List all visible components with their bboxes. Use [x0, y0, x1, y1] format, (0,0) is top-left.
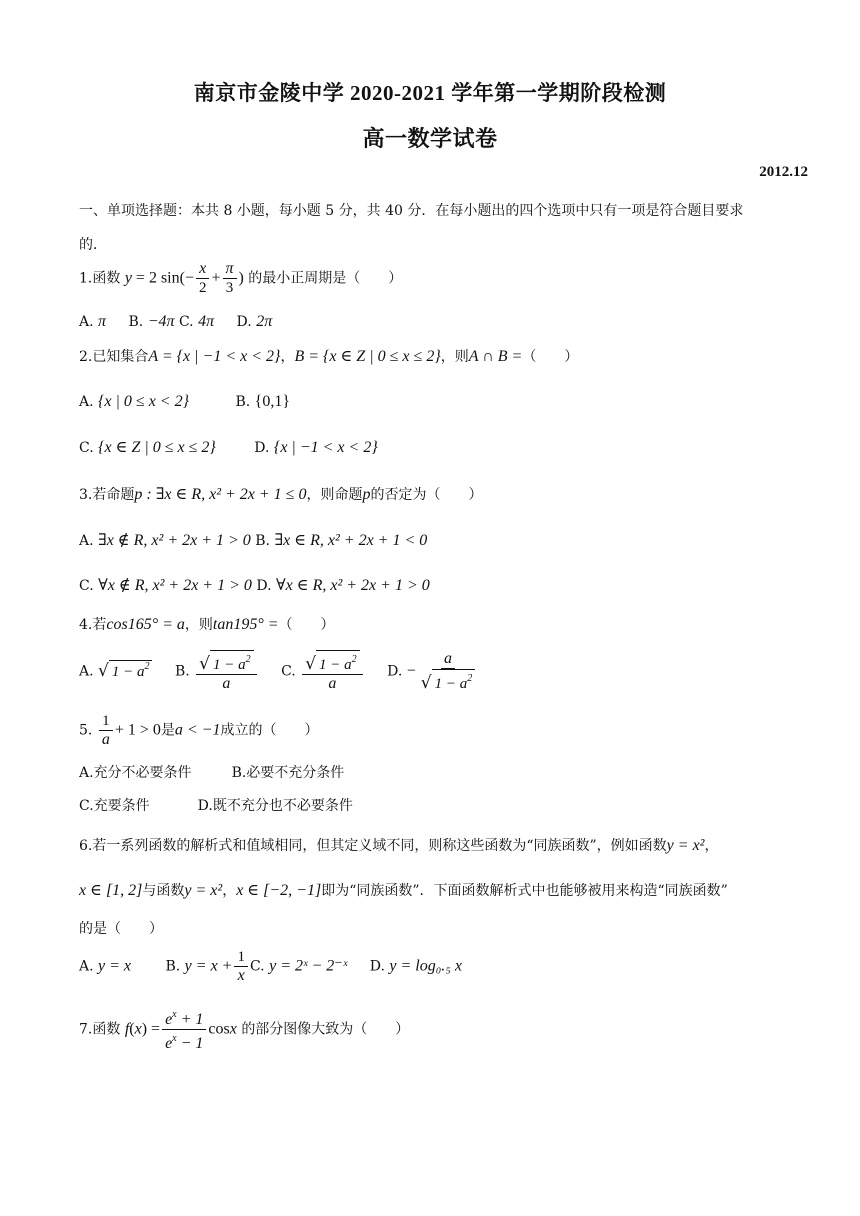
q2-opt-d-value: {x | −1 < x < 2}	[273, 439, 378, 456]
q5-mid: 是	[160, 722, 175, 739]
q2-opt-d-label: D.	[254, 440, 270, 456]
q2-options-cd	[79, 437, 378, 457]
q3-opt-d-label: D.	[256, 578, 272, 594]
q5-options-ab	[79, 762, 344, 782]
q7-frac: $\frac{e^x + 1}{e^x - 1}$	[162, 1006, 206, 1053]
q1-opt-c-label: C.	[178, 314, 194, 330]
q4-opt-d-value: $\frac{a}{√ 1 - a^2}$	[418, 650, 478, 693]
q6-l1-end: ，	[704, 838, 719, 854]
q4-opt-d-minus: −	[406, 662, 416, 680]
exam-date: 2012.12	[759, 164, 808, 180]
q5-options-cd	[79, 795, 353, 815]
q3-opt-d-value: ∀x ∈ R, x² + 2x + 1 > 0	[275, 577, 430, 594]
q5-opt-a: A.充分不必要条件	[79, 765, 192, 781]
q6-opt-d-label: D.	[369, 958, 385, 975]
q2-prefix: 2.已知集合	[79, 349, 149, 365]
question-7: 7.函数 f(x) = $\frac{e^x + 1}{e^x - 1}$ cosx 的部分图像大致为（ ）	[79, 1006, 409, 1053]
q2-opt-b-label: B.	[235, 394, 251, 410]
q6-opt-a-label: A.	[79, 958, 94, 975]
q2-set-b: B = {x ∈ Z | 0 ≤ x ≤ 2}	[294, 348, 441, 365]
q4-opt-a-label: A.	[79, 663, 94, 680]
q2-expr: A ∩ B =	[468, 348, 523, 365]
q6-options	[79, 948, 462, 985]
q4-opt-c-label: C.	[281, 663, 296, 680]
q4-cond: cos165° = a	[106, 616, 185, 633]
q5-opt-b: B.必要不充分条件	[231, 765, 345, 781]
q4-expr: tan195° =	[212, 616, 279, 633]
question-5	[79, 712, 318, 749]
q2-mid: ，则	[440, 349, 469, 365]
q1-opt-b-value: −4π	[147, 313, 175, 330]
q3-opt-b-value: ∃x ∈ R, x² + 2x + 1 < 0	[274, 532, 428, 549]
question-3	[79, 484, 482, 504]
q6-opt-a-value: y = x	[98, 957, 132, 975]
q7-suffix: 的部分图像大致为（ ）	[241, 1021, 410, 1038]
q2-set-a: A = {x | −1 < x < 2}	[148, 348, 281, 365]
q1-frac-pi3: $\frac{\pi}{3}$	[223, 260, 237, 297]
q6-expr2: y = x²	[184, 882, 223, 899]
q4-opt-b-label: B.	[174, 663, 190, 680]
q5-ineq: + 1 > 0	[114, 721, 161, 739]
q3-options-cd	[79, 575, 430, 595]
q6-expr1: x ∈ [1, 2]	[79, 882, 143, 899]
q7-fx: f	[124, 1020, 130, 1038]
q6-expr-l1: y = x²	[666, 837, 705, 854]
q3-prop: p : ∃x ∈ R, x² + 2x + 1 ≤ 0	[134, 486, 307, 503]
q3-opt-c-label: C.	[79, 578, 94, 594]
q4-opt-d-label: D.	[387, 663, 403, 680]
section-heading-line1: 一、单项选择题：本共 8 小题，每小题 5 分，共 40 分．在每小题出的四个选项中只有一项是符合题目要求	[79, 203, 744, 219]
question-6-line1	[79, 835, 718, 855]
q5-frac-1a: $\frac{1}{a}$	[99, 712, 113, 749]
q4-options	[79, 650, 480, 693]
q6-l2-mid: 与函数	[142, 883, 185, 899]
q6-opt-c-value: y = 2ˣ − 2⁻ˣ	[269, 957, 348, 975]
q4-suffix: （ ）	[278, 617, 335, 633]
q3-opt-a-label: A.	[79, 533, 94, 549]
q5-opt-d: D.既不充分也不必要条件	[197, 798, 353, 814]
q6-opt-d-value: y = log₀.₅ x	[389, 957, 462, 975]
q6-opt-c-label: C.	[249, 958, 265, 975]
q3-opt-c-value: ∀x ∉ R, x² + 2x + 1 > 0	[98, 577, 252, 594]
q7-cos: cos	[208, 1020, 230, 1038]
q6-text-l1: 6.若一系列函数的解析式和值域相同，但其定义域不同，则称这些函数为“同族函数”，例如函数	[79, 838, 667, 854]
question-4	[79, 614, 335, 634]
q6-l2-sep: ，	[222, 883, 237, 899]
q5-suffix: 成立的（ ）	[220, 722, 319, 739]
q2-opt-a-value: {x | 0 ≤ x < 2}	[98, 393, 189, 410]
q6-opt-b-value: y = x +	[184, 957, 233, 975]
question-6-line2	[79, 880, 728, 900]
q4-opt-c-value: $\frac{√ 1 - a^2}{a}$	[302, 650, 362, 693]
q1-opt-a-value: π	[98, 313, 107, 330]
question-2	[79, 346, 578, 366]
q1-opt-b-label: B.	[128, 314, 144, 330]
q1-opt-d-value: 2π	[256, 313, 273, 330]
q5-opt-c: C.充要条件	[79, 798, 150, 814]
q2-opt-c-value: {x ∈ Z | 0 ≤ x ≤ 2}	[98, 439, 216, 456]
q4-opt-a-value: √ $1 - a^2$	[98, 664, 152, 680]
q1-formula-eq: = 2 sin(−	[131, 269, 194, 287]
q3-prefix: 3.若命题	[79, 487, 135, 503]
q6-opt-b-frac: $\frac{1}{x}$	[234, 948, 248, 985]
q3-suffix: 的否定为（ ）	[370, 487, 483, 503]
q2-opt-b-value: {0,1}	[254, 393, 291, 410]
section-heading-line2: 的．	[79, 237, 107, 253]
q2-opt-c-label: C.	[79, 440, 94, 456]
q1-frac-x2: $\frac{x}{2}$	[196, 260, 210, 297]
q1-suffix: 的最小正周期是（ ）	[248, 270, 403, 287]
exam-title: 南京市金陵中学 2020-2021 学年第一学期阶段检测	[193, 81, 667, 105]
q2-opt-a-label: A.	[79, 394, 94, 410]
q5-prefix: 5.	[79, 722, 93, 739]
q4-prefix: 4.若	[79, 617, 107, 633]
q2-suffix: （ ）	[522, 349, 579, 365]
q6-l2-text: 即为“同族函数”．下面函数解析式中也能够被用来构造“同族函数”	[321, 883, 728, 899]
q3-p: p	[362, 486, 371, 503]
q1-prefix: 1.函数	[79, 270, 121, 287]
q1-plus: +	[211, 269, 221, 287]
q5-cond: a < −1	[174, 721, 221, 739]
q6-opt-b-label: B.	[165, 958, 181, 975]
question-6-line3: 的是（ ）	[79, 921, 163, 937]
q4-opt-b-value: $\frac{√ 1 - a^2}{a}$	[196, 650, 256, 693]
q3-options-ab	[79, 530, 427, 550]
q1-close: )	[238, 269, 244, 287]
q1-opt-d-label: D.	[236, 314, 252, 330]
q1-opt-c-value: 4π	[198, 313, 215, 330]
q7-prefix: 7.函数	[79, 1021, 121, 1038]
q3-opt-b-label: B.	[255, 533, 271, 549]
q3-mid: ，则命题	[306, 487, 363, 503]
question-1	[79, 260, 402, 297]
exam-subtitle: 高一数学试卷	[362, 126, 498, 151]
q1-opt-a-label: A.	[79, 314, 94, 330]
q7-fx-arg: (	[129, 1020, 135, 1038]
q6-expr3: x ∈ [−2, −1]	[236, 882, 322, 899]
q2-options-ab	[79, 393, 290, 411]
q4-mid: ，则	[184, 617, 213, 633]
q1-formula: y	[124, 269, 132, 287]
q3-opt-a-value: ∃x ∉ R, x² + 2x + 1 > 0	[98, 532, 251, 549]
q2-sep: ，	[280, 349, 295, 365]
q1-options	[79, 313, 272, 331]
